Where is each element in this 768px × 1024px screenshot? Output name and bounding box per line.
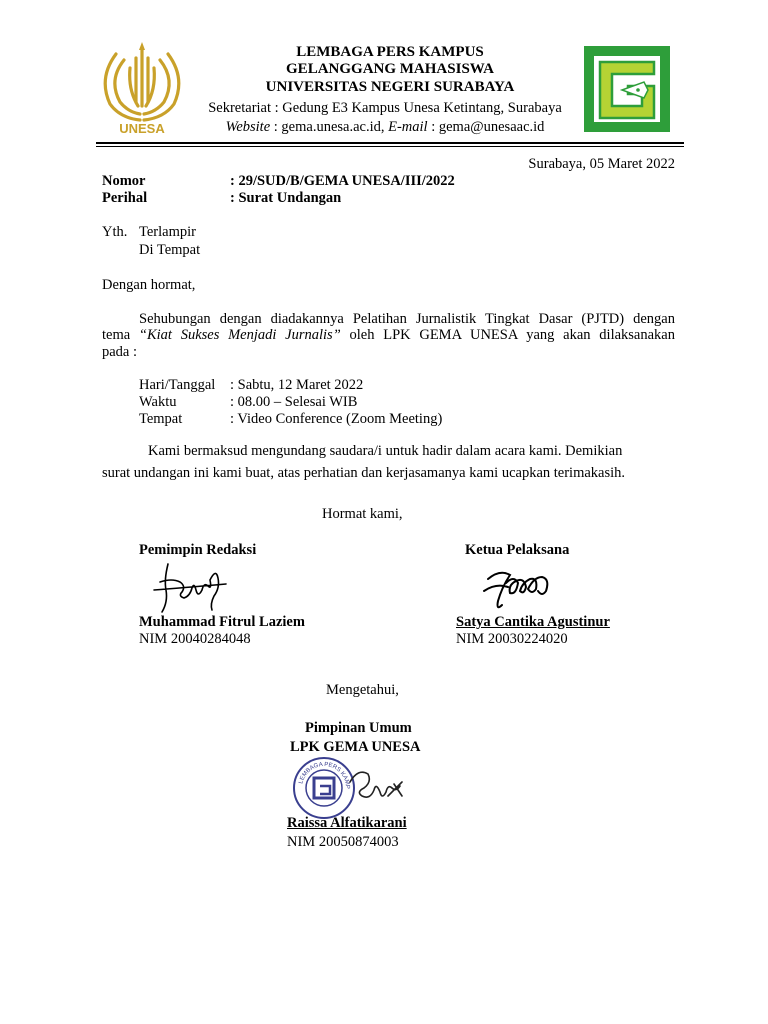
bottom-signature [340, 762, 410, 812]
para2-line-1: Kami bermaksud mengundang saudara/i untuk hadir dalam acara kami. Demikian [148, 443, 623, 459]
detail-label-time: Waktu [139, 394, 177, 410]
bottom-sign-nim: NIM 20050874003 [287, 834, 399, 850]
right-sign-nim: NIM 20030224020 [456, 631, 568, 647]
closing: Hormat kami, [322, 506, 403, 522]
recipient-line-1: Terlampir [139, 224, 196, 240]
org-line-2: GELANGGANG MAHASISWA [286, 61, 494, 77]
para1-tema: tema [102, 327, 139, 343]
bottom-sign-name: Raissa Alfatikarani [287, 815, 407, 831]
para1-line-2 [102, 327, 675, 345]
email-label: E-mail [388, 119, 428, 135]
detail-value-date: : Sabtu, 12 Maret 2022 [230, 377, 364, 393]
website-value: : gema.unesa.ac.id, [270, 119, 389, 135]
left-signature [150, 560, 230, 615]
gema-logo [582, 44, 672, 134]
detail-label-place: Tempat [139, 411, 183, 427]
right-signature [480, 565, 555, 615]
unesa-logo [98, 40, 186, 136]
left-sign-nim: NIM 20040284048 [139, 631, 251, 647]
email-value: : gema@unesaac.id [427, 119, 545, 135]
para1-line-3: pada : [102, 344, 138, 360]
detail-label-date: Hari/Tanggal [139, 377, 216, 393]
detail-value-time: : 08.00 – Selesai WIB [230, 394, 358, 410]
perihal-value: : Surat Undangan [230, 190, 342, 206]
place-date: Surabaya, 05 Maret 2022 [528, 156, 675, 172]
para2-line-2: surat undangan ini kami buat, atas perhatian dan kerjasamanya kami ucapkan terimakasih. [102, 465, 626, 481]
header-divider-thin [96, 146, 684, 147]
nomor-value: : 29/SUD/B/GEMA UNESA/III/2022 [230, 173, 455, 189]
para1-line-1: Sehubungan dengan diadakannya Pelatihan Jurnalistik Tingkat Dasar (PJTD) dengan [139, 311, 675, 327]
perihal-label: Perihal [102, 190, 148, 206]
address-line: Sekretariat : Gedung E3 Kampus Unesa Ketintang, Surabaya [208, 100, 562, 116]
acknowledged-label: Mengetahui, [326, 682, 399, 698]
header-divider-thick [96, 142, 684, 144]
nomor-label: Nomor [102, 173, 146, 189]
right-sign-name: Satya Cantika Agustinur [456, 614, 610, 630]
contact-line [186, 118, 584, 136]
bottom-sign-title-1: Pimpinan Umum [305, 720, 412, 736]
para1-rest: oleh LPK GEMA UNESA yang akan dilaksanakan [340, 327, 675, 343]
org-line-1: LEMBAGA PERS KAMPUS [296, 44, 484, 60]
event-theme: “Kiat Sukses Menjadi Jurnalis” [138, 327, 341, 343]
unesa-logo-text: UNESA [119, 121, 165, 136]
left-sign-name: Muhammad Fitrul Laziem [139, 614, 305, 630]
left-sign-title: Pemimpin Redaksi [139, 542, 257, 558]
greeting: Dengan hormat, [102, 277, 196, 293]
org-line-3: UNIVERSITAS NEGERI SURABAYA [265, 79, 515, 95]
recipient-line-2: Di Tempat [139, 242, 201, 258]
bottom-sign-title-2: LPK GEMA UNESA [290, 739, 421, 755]
yth: Yth. [102, 224, 128, 240]
website-label: Website [225, 119, 271, 135]
detail-value-place: : Video Conference (Zoom Meeting) [230, 411, 443, 427]
right-sign-title: Ketua Pelaksana [465, 542, 570, 558]
stamp-text: LEMBAGA PERS KAMP [298, 761, 351, 790]
